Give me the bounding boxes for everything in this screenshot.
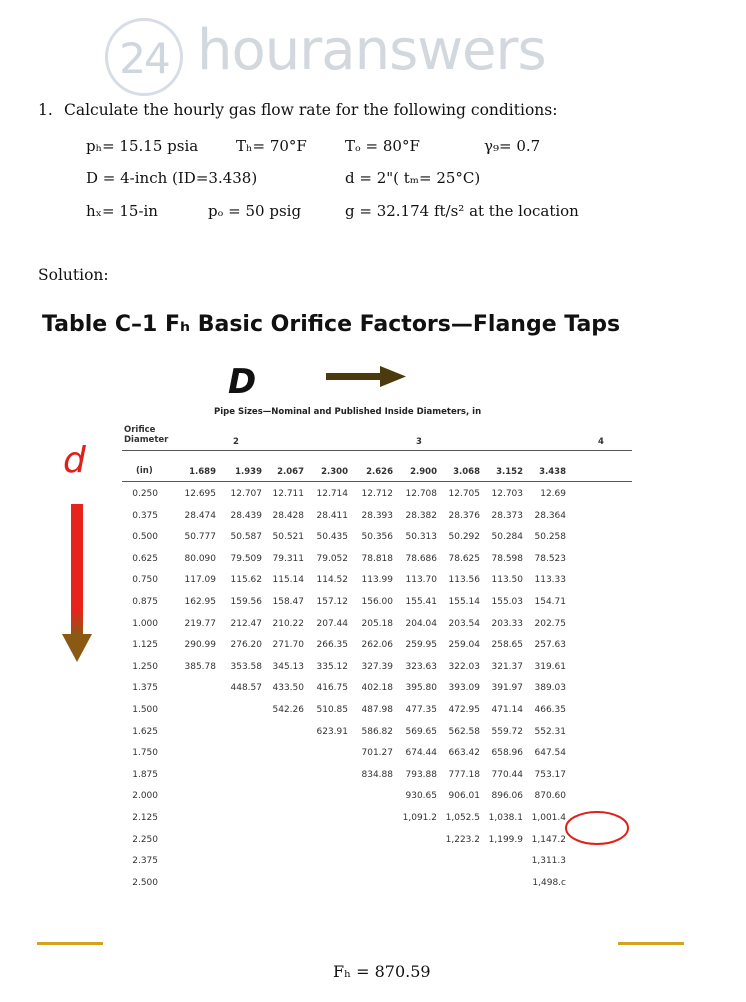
answer-equation: Fₕ = 870.59 xyxy=(333,962,431,981)
factor-cell: 896.06 xyxy=(491,791,523,802)
factor-cell: 157.12 xyxy=(316,597,348,607)
orifice-diameter-cell: 1.125 xyxy=(132,640,158,651)
factor-cell: 487.98 xyxy=(361,705,393,715)
inside-diameter-9: 3.438 xyxy=(539,467,566,477)
factor-cell: 12.708 xyxy=(405,489,437,499)
d-label: d xyxy=(63,440,86,481)
inside-diameter-6: 2.900 xyxy=(410,467,437,477)
question-text: Calculate the hourly gas flow rate for the following conditions: xyxy=(64,101,558,119)
factor-cell: 335.12 xyxy=(316,661,348,672)
orifice-diameter-cell: 2.500 xyxy=(132,877,158,888)
factor-cell: 50.777 xyxy=(184,532,216,543)
factor-cell: 155.14 xyxy=(448,597,480,607)
nominal-size-4: 4 xyxy=(598,437,604,447)
factor-cell: 79.311 xyxy=(272,553,304,564)
factor-cell: 562.58 xyxy=(448,726,480,737)
factor-cell: 257.63 xyxy=(534,640,566,651)
factor-cell: 159.56 xyxy=(230,597,262,607)
factor-cell: 259.95 xyxy=(405,640,437,651)
orifice-diameter-cell: 0.375 xyxy=(132,510,158,521)
question-number: 1. xyxy=(38,101,53,119)
factor-cell: 28.376 xyxy=(448,510,480,521)
factor-cell: 258.65 xyxy=(491,640,523,651)
factor-cell: 28.439 xyxy=(230,510,262,521)
factor-cell: 290.99 xyxy=(184,640,216,651)
factor-cell: 1,147.2 xyxy=(531,834,566,845)
factor-cell: 402.18 xyxy=(361,683,393,694)
factor-cell: 395.80 xyxy=(405,683,437,694)
table-title: Table C–1 Fₕ Basic Orifice Factors—Flange Taps xyxy=(42,312,621,337)
factor-cell: 219.77 xyxy=(184,618,216,629)
factor-cell: 79.052 xyxy=(316,553,348,564)
factor-cell: 1,223.2 xyxy=(445,834,480,845)
factor-cell: 389.03 xyxy=(534,683,566,694)
factor-cell: 623.91 xyxy=(316,726,348,737)
factor-cell: 28.428 xyxy=(272,510,304,521)
factor-cell: 472.95 xyxy=(448,705,480,715)
factor-cell: 50.313 xyxy=(405,532,437,543)
cond-gamma: γ₉= 0.7 xyxy=(484,137,541,155)
cond-D: D = 4-inch (ID=3.438) xyxy=(86,169,258,187)
factor-cell: 203.33 xyxy=(491,618,523,629)
orifice-header-2: Diameter xyxy=(124,435,169,445)
factor-cell: 1,001.4 xyxy=(531,813,566,823)
factor-cell: 777.18 xyxy=(448,769,480,780)
nominal-size-3: 3 xyxy=(416,437,422,447)
factor-cell: 658.96 xyxy=(491,748,523,759)
orifice-diameter-cell: 1.000 xyxy=(132,618,158,629)
factor-cell: 205.18 xyxy=(361,618,393,629)
factor-cell: 28.474 xyxy=(184,510,216,521)
cond-tf: Tₒ = 80°F xyxy=(345,137,420,155)
factor-cell: 50.284 xyxy=(491,532,523,543)
factor-cell: 266.35 xyxy=(316,640,348,651)
cond-hw: hₓ= 15-in xyxy=(86,202,158,220)
factor-cell: 510.85 xyxy=(316,705,348,715)
factor-cell: 12.695 xyxy=(184,489,216,499)
factor-cell: 202.75 xyxy=(534,618,566,629)
factor-cell: 1,498.c xyxy=(532,877,566,888)
inside-diameter-5: 2.626 xyxy=(366,467,393,477)
solution-label: Solution: xyxy=(38,266,109,284)
table-subheader: Pipe Sizes—Nominal and Published Inside Diameters, in xyxy=(214,407,482,417)
factor-cell: 466.35 xyxy=(534,705,566,715)
table-rule-mid xyxy=(122,481,632,482)
factor-cell: 50.258 xyxy=(534,532,566,543)
factor-cell: 321.37 xyxy=(491,661,523,672)
factor-cell: 319.61 xyxy=(534,661,566,672)
factor-cell: 1,311.3 xyxy=(531,856,566,867)
factor-cell: 117.09 xyxy=(184,575,216,586)
factor-cell: 322.03 xyxy=(448,661,480,672)
orifice-diameter-cell: 0.875 xyxy=(132,597,158,607)
factor-cell: 207.44 xyxy=(316,618,348,629)
cond-tb: Tₕ= 70°F xyxy=(236,137,307,155)
factor-cell: 327.39 xyxy=(361,661,393,672)
factor-cell: 552.31 xyxy=(534,726,566,737)
watermark-number: 24 xyxy=(119,34,169,83)
factor-cell: 834.88 xyxy=(361,769,393,780)
factor-cell: 448.57 xyxy=(230,683,262,694)
factor-cell: 391.97 xyxy=(491,683,523,694)
orifice-diameter-cell: 1.250 xyxy=(132,661,158,672)
factor-cell: 477.35 xyxy=(405,705,437,715)
orifice-diameter-cell: 0.250 xyxy=(132,489,158,499)
factor-cell: 647.54 xyxy=(534,748,566,759)
factor-cell: 113.99 xyxy=(361,575,393,586)
factor-cell: 793.88 xyxy=(405,769,437,780)
factor-cell: 393.09 xyxy=(448,683,480,694)
factor-cell: 50.587 xyxy=(230,532,262,543)
factor-cell: 271.70 xyxy=(272,640,304,651)
factor-cell: 12.714 xyxy=(316,489,348,499)
factor-cell: 79.509 xyxy=(230,553,262,564)
inside-diameter-2: 1.939 xyxy=(235,467,262,477)
factor-cell: 115.14 xyxy=(272,575,304,586)
factor-cell: 674.44 xyxy=(405,748,437,759)
factor-cell: 204.04 xyxy=(405,618,437,629)
factor-cell: 78.598 xyxy=(491,553,523,564)
factor-cell: 471.14 xyxy=(491,705,523,715)
factor-cell: 345.13 xyxy=(272,661,304,672)
nominal-size-2: 2 xyxy=(233,437,239,447)
factor-cell: 210.22 xyxy=(272,618,304,629)
factor-cell: 156.00 xyxy=(361,597,393,607)
orifice-diameter-cell: 1.750 xyxy=(132,748,158,759)
orifice-diameter-cell: 2.375 xyxy=(132,856,158,867)
factor-cell: 1,091.2 xyxy=(402,813,437,823)
factor-cell: 113.33 xyxy=(534,575,566,586)
factor-cell: 323.63 xyxy=(405,661,437,672)
factor-cell: 28.373 xyxy=(491,510,523,521)
factor-cell: 12.705 xyxy=(448,489,480,499)
factor-cell: 1,199.9 xyxy=(488,834,523,845)
factor-cell: 569.65 xyxy=(405,726,437,737)
factor-cell: 262.06 xyxy=(361,640,393,651)
factor-cell: 28.382 xyxy=(405,510,437,521)
inside-diameter-3: 2.067 xyxy=(277,467,304,477)
cond-d: d = 2"( tₘ= 25°C) xyxy=(345,169,481,187)
factor-cell: 28.393 xyxy=(361,510,393,521)
factor-cell: 115.62 xyxy=(230,575,262,586)
factor-cell: 353.58 xyxy=(230,661,262,672)
factor-cell: 259.04 xyxy=(448,640,480,651)
factor-cell: 559.72 xyxy=(491,726,523,737)
highlight-circle xyxy=(564,810,630,846)
orifice-diameter-cell: 1.500 xyxy=(132,705,158,715)
factor-cell: 154.71 xyxy=(534,597,566,607)
factor-cell: 870.60 xyxy=(534,791,566,802)
factor-cell: 586.82 xyxy=(361,726,393,737)
factor-cell: 28.364 xyxy=(534,510,566,521)
factor-cell: 12.69 xyxy=(540,489,566,499)
factor-cell: 113.50 xyxy=(491,575,523,586)
factor-cell: 50.435 xyxy=(316,532,348,543)
orifice-diameter-cell: 1.375 xyxy=(132,683,158,694)
cond-g: g = 32.174 ft/s² at the location xyxy=(345,202,579,220)
orifice-header-3: (in) xyxy=(136,466,153,476)
factor-cell: 78.625 xyxy=(448,553,480,564)
factor-cell: 1,038.1 xyxy=(488,813,523,823)
factor-cell: 753.17 xyxy=(534,769,566,780)
factor-cell: 12.711 xyxy=(272,489,304,499)
factor-cell: 1,052.5 xyxy=(445,813,480,823)
factor-cell: 930.65 xyxy=(405,791,437,802)
factor-cell: 12.712 xyxy=(361,489,393,499)
factor-cell: 158.47 xyxy=(272,597,304,607)
factor-cell: 12.707 xyxy=(230,489,262,499)
factor-cell: 701.27 xyxy=(361,748,393,759)
factor-cell: 162.95 xyxy=(184,597,216,607)
factor-cell: 385.78 xyxy=(184,661,216,672)
factor-cell: 28.411 xyxy=(316,510,348,521)
factor-cell: 155.41 xyxy=(405,597,437,607)
inside-diameter-4: 2.300 xyxy=(321,467,348,477)
inside-diameter-8: 3.152 xyxy=(496,467,523,477)
factor-cell: 770.44 xyxy=(491,769,523,780)
factor-cell: 113.56 xyxy=(448,575,480,586)
orifice-diameter-cell: 0.750 xyxy=(132,575,158,586)
factor-cell: 78.523 xyxy=(534,553,566,564)
factor-cell: 50.356 xyxy=(361,532,393,543)
factor-cell: 906.01 xyxy=(448,791,480,802)
orifice-diameter-cell: 1.875 xyxy=(132,769,158,780)
watermark-word: houranswers xyxy=(197,18,546,83)
inside-diameter-7: 3.068 xyxy=(453,467,480,477)
factor-cell: 78.818 xyxy=(361,553,393,564)
factor-cell: 416.75 xyxy=(316,683,348,694)
table-rule-top xyxy=(122,450,632,451)
factor-cell: 50.521 xyxy=(272,532,304,543)
gold-rule-left xyxy=(37,942,103,945)
factor-cell: 114.52 xyxy=(316,575,348,586)
factor-cell: 203.54 xyxy=(448,618,480,629)
orifice-diameter-cell: 0.500 xyxy=(132,532,158,543)
gold-rule-right xyxy=(618,942,684,945)
factor-cell: 212.47 xyxy=(230,618,262,629)
factor-cell: 155.03 xyxy=(491,597,523,607)
factor-cell: 80.090 xyxy=(184,553,216,564)
orifice-header-1: Orifice xyxy=(124,425,156,435)
factor-cell: 113.70 xyxy=(405,575,437,586)
D-label: D xyxy=(228,362,257,402)
factor-cell: 12.703 xyxy=(491,489,523,499)
cond-pf: pₒ = 50 psig xyxy=(208,202,302,220)
factor-cell: 663.42 xyxy=(448,748,480,759)
cond-pb: pₕ= 15.15 psia xyxy=(86,137,199,155)
orifice-diameter-cell: 2.125 xyxy=(132,813,158,823)
inside-diameter-1: 1.689 xyxy=(189,467,216,477)
factor-cell: 78.686 xyxy=(405,553,437,564)
factor-cell: 433.50 xyxy=(272,683,304,694)
factor-cell: 50.292 xyxy=(448,532,480,543)
orifice-diameter-cell: 0.625 xyxy=(132,553,158,564)
factor-cell: 276.20 xyxy=(230,640,262,651)
factor-cell: 542.26 xyxy=(272,705,304,715)
orifice-diameter-cell: 1.625 xyxy=(132,726,158,737)
orifice-diameter-cell: 2.250 xyxy=(132,834,158,845)
orifice-diameter-cell: 2.000 xyxy=(132,791,158,802)
